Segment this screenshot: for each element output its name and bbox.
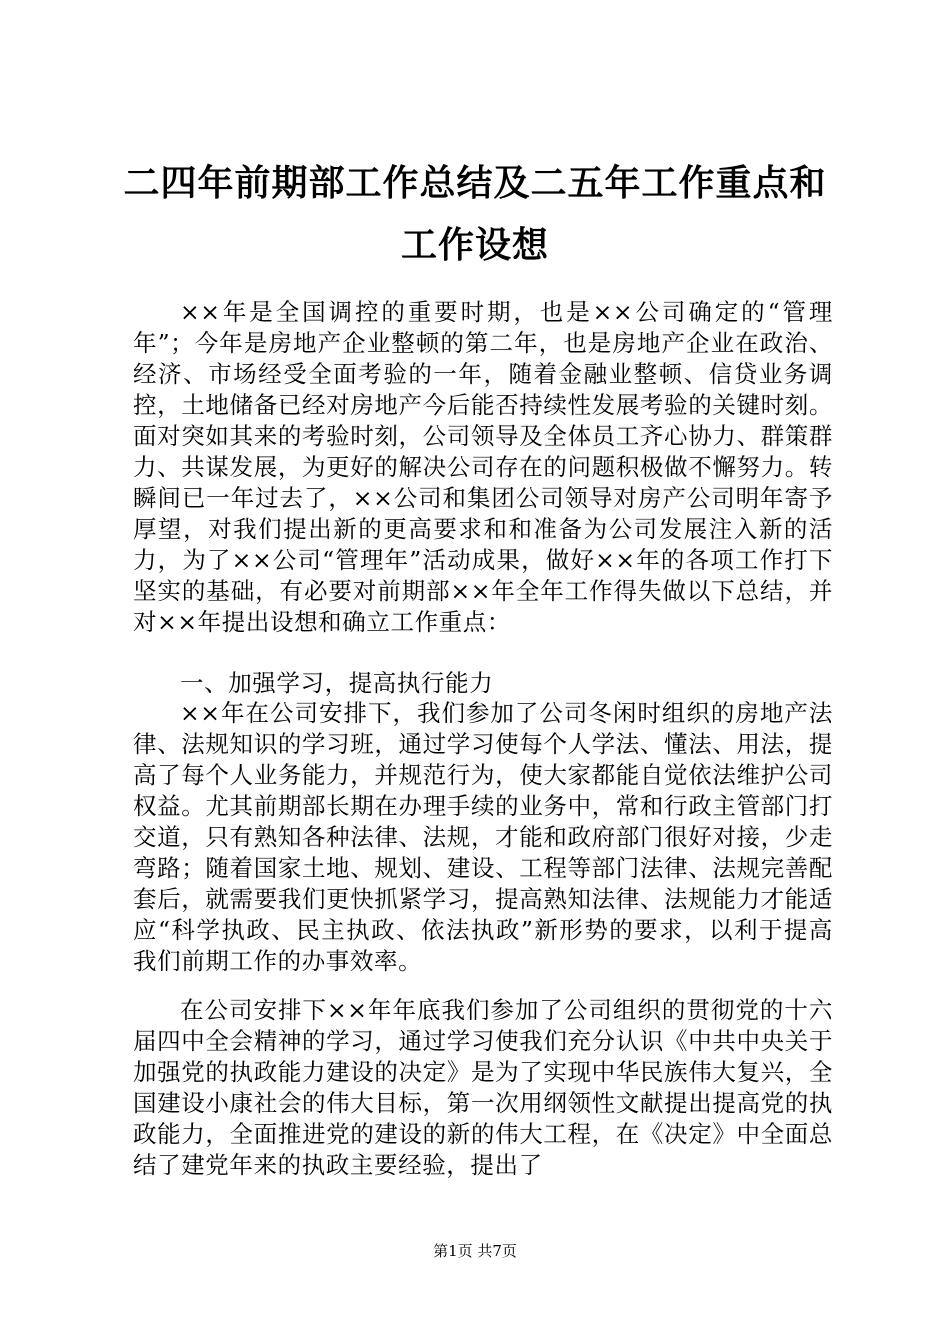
- paragraph-party-study: 在公司安排下××年年底我们参加了公司组织的贯彻党的十六届四中全会精神的学习，通过学习使我们充分认识《中共中央关于加强党的执政能力建设的决定》是为了实现中华民族伟大复兴，全国建设小康社会的伟大目标，第一次用纲领性文献提出提高党的执政能力，全面推进党的建设的新的伟大工程，在《决定》中全面总结了建党年来的执政主要经验，提出了: [133, 996, 833, 1179]
- paragraph-study-law-block: [133, 698, 833, 977]
- section-heading-1: 一、加强学习，提高执行能力: [180, 669, 494, 697]
- paragraph-intro-block: [133, 297, 833, 638]
- section-heading-block: [133, 668, 833, 699]
- page-number-footer: 第1页 共7页: [433, 1242, 517, 1260]
- paragraph-study-law: ××年在公司安排下，我们参加了公司冬闲时组织的房地产法律、法规知识的学习班，通过学习使每个人学法、懂法、用法，提高了每个人业务能力，并规范行为，使大家都能自觉依法维护公司权益。尤其前期部长期在办理手续的业务中，常和行政主管部门打交道，只有熟知各种法律、法规，才能和政府部门很好对接，少走弯路；随着国家土地、规划、建设、工程等部门法律、法规完善配套后，就需要我们更快抓紧学习，提高熟知法律、法规能力才能适应“科学执政、民主执政、依法执政”新形势的要求，以利于提高我们前期工作的办事效率。: [133, 699, 833, 975]
- paragraph-intro: ××年是全国调控的重要时期，也是××公司确定的“管理年”；今年是房地产企业整顿的第二年，也是房地产企业在政治、经济、市场经受全面考验的一年，随着金融业整顿、信贷业务调控，土地储备已经对房地产今后能否持续性发展考验的关键时刻。面对突如其来的考验时刻，公司领导及全体员工齐心协力、群策群力、共谋发展，为更好的解决公司存在的问题积极做不懈努力。转瞬间已一年过去了，××公司和集团公司领导对房产公司明年寄予厚望，对我们提出新的更高要求和和准备为公司发展注入新的活力，为了××公司“管理年”活动成果，做好××年的各项工作打下坚实的基础，有必要对前期部××年全年工作得失做以下总结，并对××年提出设想和确立工作重点：: [133, 298, 833, 636]
- document-title: 二四年前期部工作总结及二五年工作重点和工作设想: [123, 162, 827, 266]
- paragraph-party-study-block: [133, 995, 833, 1181]
